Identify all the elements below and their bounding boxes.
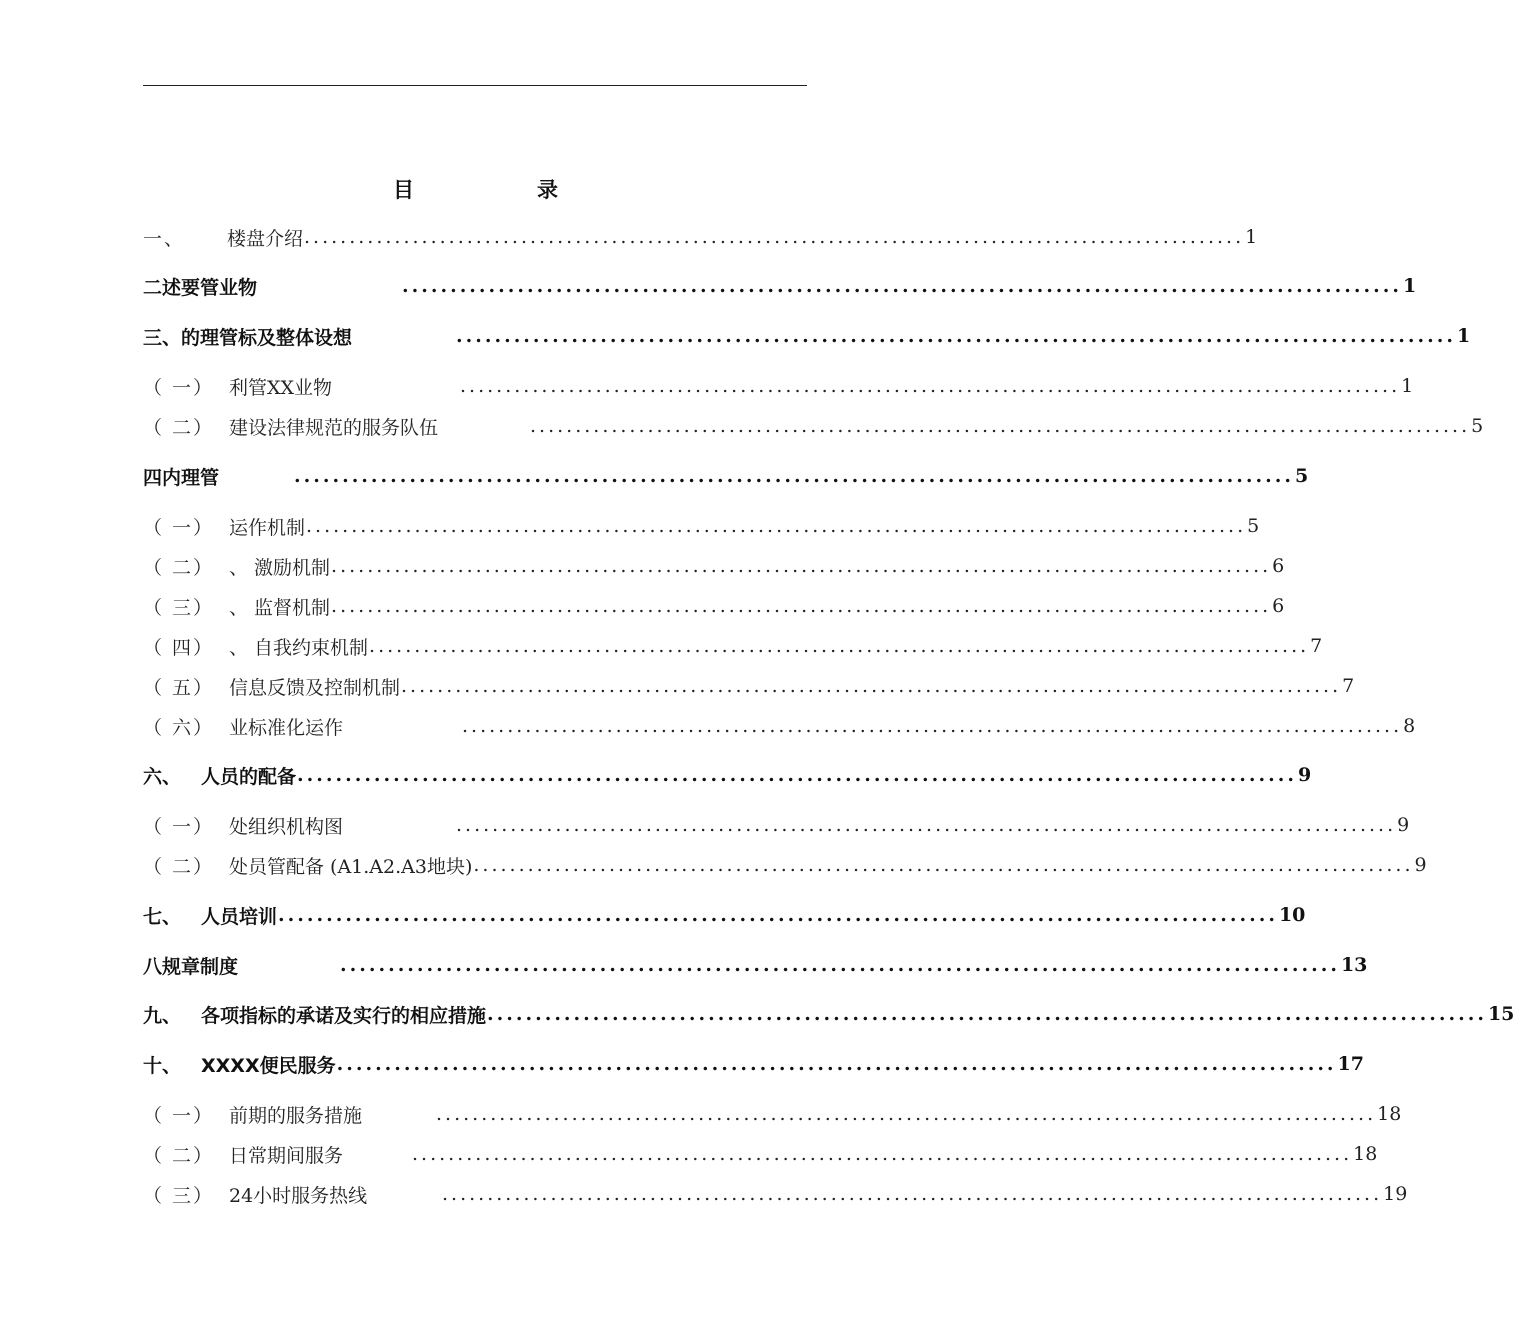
toc-entry-text: 运作机制: [229, 516, 306, 539]
toc-leader-dots: ........................................................................................................: [340, 954, 1340, 976]
toc-entry-13[interactable]: [143, 760, 1312, 790]
toc-entry-22[interactable]: [143, 1179, 1408, 1209]
toc-entry-number: （ 一）: [143, 1104, 215, 1127]
toc-entry-3[interactable]: [143, 321, 1471, 351]
header-rule: [143, 85, 807, 86]
toc-entry-page: 5: [1471, 415, 1484, 437]
toc-entry-page: 9: [1414, 854, 1427, 876]
toc-entry-page: 19: [1383, 1183, 1408, 1205]
toc-entry-text: 利管XX业物: [229, 376, 333, 399]
toc-entry-number: （ 二）: [143, 855, 215, 878]
toc-leader-dots: ........................................................................................................: [462, 715, 1403, 737]
toc-entry-text: 业标准化运作: [229, 716, 344, 739]
toc-entry-5[interactable]: [143, 411, 1484, 441]
toc-entry-number: （ 二）: [143, 1144, 215, 1167]
toc-leader-dots: ........................................................................................................: [487, 1003, 1487, 1025]
toc-entry-text: 信息反馈及控制机制: [229, 676, 401, 699]
toc-entry-page: 6: [1272, 595, 1285, 617]
toc-entry-text: 处员管配备 (A1.A2.A3地块): [229, 855, 473, 878]
toc-entry-11[interactable]: [143, 671, 1355, 701]
toc-entry-number: 七、: [143, 905, 182, 928]
toc-entry-text: 处组织机构图: [229, 815, 344, 838]
toc-entry-text: 日常期间服务: [229, 1144, 344, 1167]
toc-entry-number: （ 五）: [143, 676, 215, 699]
toc-entry-text: 人员培训: [201, 905, 278, 928]
toc-entry-number: （ 三）: [143, 1184, 215, 1207]
toc-leader-dots: ........................................................................................................: [442, 1183, 1383, 1205]
toc-entry-page: 5: [1294, 465, 1309, 487]
toc-entry-page: 7: [1342, 675, 1355, 697]
toc-entry-page: 9: [1397, 814, 1410, 836]
toc-entry-text: 、 激励机制: [229, 556, 331, 579]
toc-entry-number: （ 一）: [143, 516, 215, 539]
toc-leader-dots: ........................................................................................................: [369, 635, 1310, 657]
toc-entry-page: 15: [1487, 1003, 1514, 1025]
toc-entry-number: （ 一）: [143, 376, 215, 399]
toc-entry-page: 17: [1337, 1053, 1364, 1075]
toc-entry-text: XXXX便民服务: [201, 1054, 336, 1077]
toc-leader-dots: ........................................................................................................: [331, 595, 1272, 617]
toc-entry-8[interactable]: [143, 551, 1285, 581]
toc-entry-number: （ 四）: [143, 636, 215, 659]
toc-entry-text: 八规章制度: [143, 955, 239, 978]
toc-entry-7[interactable]: [143, 511, 1260, 541]
toc-entry-number: 一、: [143, 227, 186, 250]
toc-leader-dots: ........................................................................................................: [456, 325, 1456, 347]
toc-leader-dots: ........................................................................................................: [401, 675, 1342, 697]
toc-entry-page: 1: [1456, 325, 1471, 347]
toc-leader-dots: ........................................................................................................: [278, 904, 1278, 926]
toc-entry-number: （ 六）: [143, 716, 215, 739]
toc-leader-dots: ........................................................................................................: [336, 1053, 1337, 1075]
toc-entry-number: （ 二）: [143, 416, 215, 439]
toc-entry-text: 24小时服务热线: [229, 1184, 368, 1207]
toc-leader-dots: ........................................................................................................: [456, 814, 1397, 836]
toc-leader-dots: ........................................................................................................: [460, 375, 1401, 397]
toc-leader-dots: ........................................................................................................: [473, 854, 1414, 876]
toc-entry-6[interactable]: [143, 461, 1309, 491]
toc-entry-page: 5: [1247, 515, 1260, 537]
toc-leader-dots: ........................................................................................................: [304, 226, 1245, 248]
toc-entry-text: 各项指标的承诺及实行的相应措施: [201, 1004, 487, 1027]
toc-entry-page: 1: [1245, 226, 1258, 248]
toc-leader-dots: ........................................................................................................: [402, 275, 1402, 297]
toc-entry-text: 楼盘介绍: [227, 227, 304, 250]
toc-entry-text: 、 监督机制: [229, 596, 331, 619]
toc-entry-text: 三、的理管标及整体设想: [143, 326, 353, 349]
toc-entry-number: （ 二）: [143, 556, 215, 579]
toc-entry-page: 1: [1402, 275, 1417, 297]
toc-entry-10[interactable]: [143, 631, 1323, 661]
title-char-2: 录: [537, 177, 558, 202]
toc-entry-number: （ 三）: [143, 596, 215, 619]
toc-entry-page: 18: [1377, 1103, 1402, 1125]
toc-entry-4[interactable]: [143, 371, 1414, 401]
toc-leader-dots: ........................................................................................................: [306, 515, 1247, 537]
title-char-1: 目: [393, 177, 414, 202]
page-title: [0, 174, 950, 202]
toc-entry-number: 九、: [143, 1004, 182, 1027]
toc-entry-page: 18: [1353, 1143, 1378, 1165]
toc-entry-page: 9: [1297, 764, 1312, 786]
toc-entry-text: 二述要管业物: [143, 276, 258, 299]
toc-entry-page: 7: [1310, 635, 1323, 657]
toc-entry-18[interactable]: [143, 999, 1514, 1029]
toc-entry-page: 10: [1278, 904, 1306, 926]
toc-entry-1[interactable]: [143, 222, 1258, 252]
toc-leader-dots: ........................................................................................................: [530, 415, 1471, 437]
toc-entry-2[interactable]: [143, 271, 1417, 301]
toc-entry-21[interactable]: [143, 1139, 1378, 1169]
toc-entry-9[interactable]: [143, 591, 1285, 621]
toc-entry-text: 前期的服务措施: [229, 1104, 363, 1127]
toc-entry-page: 8: [1403, 715, 1416, 737]
toc-leader-dots: ........................................................................................................: [412, 1143, 1353, 1165]
toc-leader-dots: ........................................................................................................: [436, 1103, 1377, 1125]
toc-entry-page: 1: [1401, 375, 1414, 397]
toc-entry-20[interactable]: [143, 1099, 1402, 1129]
toc-entry-17[interactable]: [143, 950, 1368, 980]
toc-leader-dots: ........................................................................................................: [294, 465, 1294, 487]
toc-entry-number: （ 一）: [143, 815, 215, 838]
toc-entry-page: 13: [1340, 954, 1368, 976]
toc-leader-dots: ........................................................................................................: [331, 555, 1272, 577]
toc-entry-text: 建设法律规范的服务队伍: [229, 416, 439, 439]
toc-entry-15[interactable]: [143, 850, 1427, 880]
toc-entry-number: 六、: [143, 765, 182, 788]
toc-entry-14[interactable]: [143, 810, 1410, 840]
toc-entry-12[interactable]: [143, 711, 1416, 741]
toc-entry-text: 、 自我约束机制: [229, 636, 369, 659]
toc-entry-text: 四内理管: [143, 466, 220, 489]
toc-entry-19[interactable]: [143, 1049, 1364, 1079]
toc-entry-page: 6: [1272, 555, 1285, 577]
toc-entry-16[interactable]: [143, 900, 1306, 930]
toc-entry-text: 人员的配备: [201, 765, 297, 788]
toc-leader-dots: ........................................................................................................: [297, 764, 1297, 786]
toc-entry-number: 十、: [143, 1054, 182, 1077]
